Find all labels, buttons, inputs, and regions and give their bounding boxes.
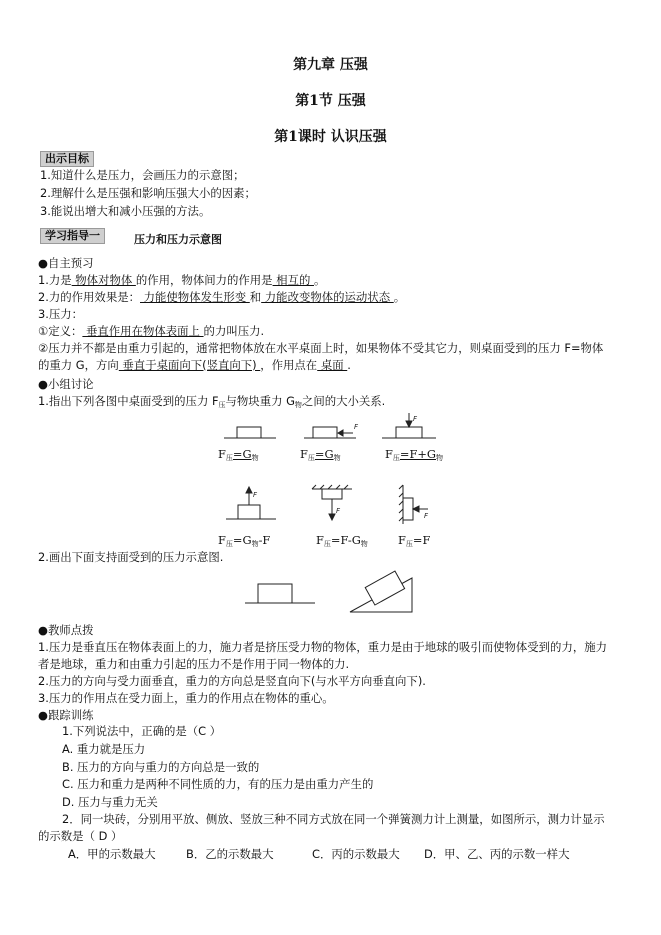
figure-caption: $F_压=G_物$ bbox=[300, 447, 341, 462]
figure-caption: $F_压=G_物-F$ bbox=[218, 533, 271, 548]
training-question-1: 1.下列说法中，正确的是（C ） bbox=[62, 724, 222, 738]
self-study-heading: ●自主预习 bbox=[38, 256, 94, 270]
goal-item: 3.能说出增大和减小压强的方法。 bbox=[40, 204, 211, 218]
figure-caption: $F_压=F-G_物$ bbox=[316, 533, 368, 548]
lesson-title: 第1课时 认识压强 bbox=[274, 129, 387, 145]
option: B. 压力的方向与重力的方向总是一致的 bbox=[62, 760, 260, 774]
training-question-2-cont: 的示数是（ D ） bbox=[38, 829, 123, 843]
guide-title: 压力和压力示意图 bbox=[134, 233, 222, 246]
discussion-heading: ●小组讨论 bbox=[38, 377, 94, 391]
force-label: F bbox=[424, 512, 429, 520]
teacher-point: 3.压力的作用点在受力面上，重力的作用点在物体的重心。 bbox=[38, 691, 334, 705]
self-study-line-4: ①定义： 垂直作用在物体表面上 的力叫压力. bbox=[38, 324, 265, 338]
chapter-title: 第九章 压强 bbox=[293, 57, 368, 73]
option: D. 压力与重力无关 bbox=[62, 795, 158, 809]
goal-item: 1.知道什么是压力，会画压力的示意图； bbox=[40, 168, 245, 182]
option: B．乙的示数最大 bbox=[186, 847, 274, 861]
self-study-line-3: 3.压力： bbox=[38, 307, 84, 321]
discussion-question-2: 2.画出下面支持面受到的压力示意图. bbox=[38, 550, 224, 564]
self-study-line-2: 2.力的作用效果是： 力能使物体发生形变 和 力能改变物体的运动状态 。 bbox=[38, 290, 406, 304]
training-question-2: 2．同一块砖，分别用平放、侧放、竖放三种不同方式放在同一个弹簧测力计上测量，如图所示，测力计显示 bbox=[62, 812, 605, 826]
teacher-point: 1.压力是垂直压在物体表面上的力，施力者是挤压受力物的物体，重力是由于地球的吸引而使物体受到的力，施力 bbox=[38, 640, 608, 654]
self-study-line-6: 的重力 G，方向 垂直于桌面向下(竖直向下) ，作用点在 桌面 . bbox=[38, 358, 351, 372]
self-study-line-5: ②压力并不都是由重力引起的，通常把物体放在水平桌面上时，如果物体不受其它力，则桌面受到的压力 F=物体 bbox=[38, 341, 604, 355]
training-heading: ●跟踪训练 bbox=[38, 708, 94, 722]
discussion-question-1: 1.指出下列各图中桌面受到的压力 $F_压$与物块重力 $G_物$之间的大小关系. bbox=[38, 394, 386, 409]
teacher-point: 者是地球，重力和由重力引起的压力不是作用于同一物体的力. bbox=[38, 657, 350, 671]
teacher-heading: ●教师点拨 bbox=[38, 623, 94, 637]
guide-tag: 学习指导一 bbox=[40, 228, 105, 244]
self-study-line-1: 1.力是 物体对物体 的作用，物体间力的作用是 相互的 。 bbox=[38, 273, 326, 287]
option: C．丙的示数最大 bbox=[312, 847, 400, 861]
option: A．甲的示数最大 bbox=[68, 847, 156, 861]
figure-caption: $F_压=G_物$ bbox=[218, 447, 259, 462]
force-label: F bbox=[336, 507, 341, 515]
figure-caption: $F_压=F$ bbox=[398, 533, 431, 548]
goals-tag: 出示目标 bbox=[40, 151, 94, 167]
force-label: F bbox=[413, 415, 418, 423]
force-label: F bbox=[354, 423, 359, 431]
force-label: F bbox=[253, 491, 258, 499]
option: A. 重力就是压力 bbox=[62, 742, 146, 756]
goal-item: 2.理解什么是压强和影响压强大小的因素； bbox=[40, 186, 256, 200]
teacher-point: 2.压力的方向与受力面垂直，重力的方向总是竖直向下(与水平方向垂直向下). bbox=[38, 674, 426, 688]
figure-caption: $F_压=F+G_物$ bbox=[385, 447, 443, 462]
section-title: 第1节 压强 bbox=[295, 93, 366, 109]
option: C. 压力和重力是两种不同性质的力，有的压力是由重力产生的 bbox=[62, 777, 374, 791]
option: D．甲、乙、丙的示数一样大 bbox=[424, 847, 570, 861]
